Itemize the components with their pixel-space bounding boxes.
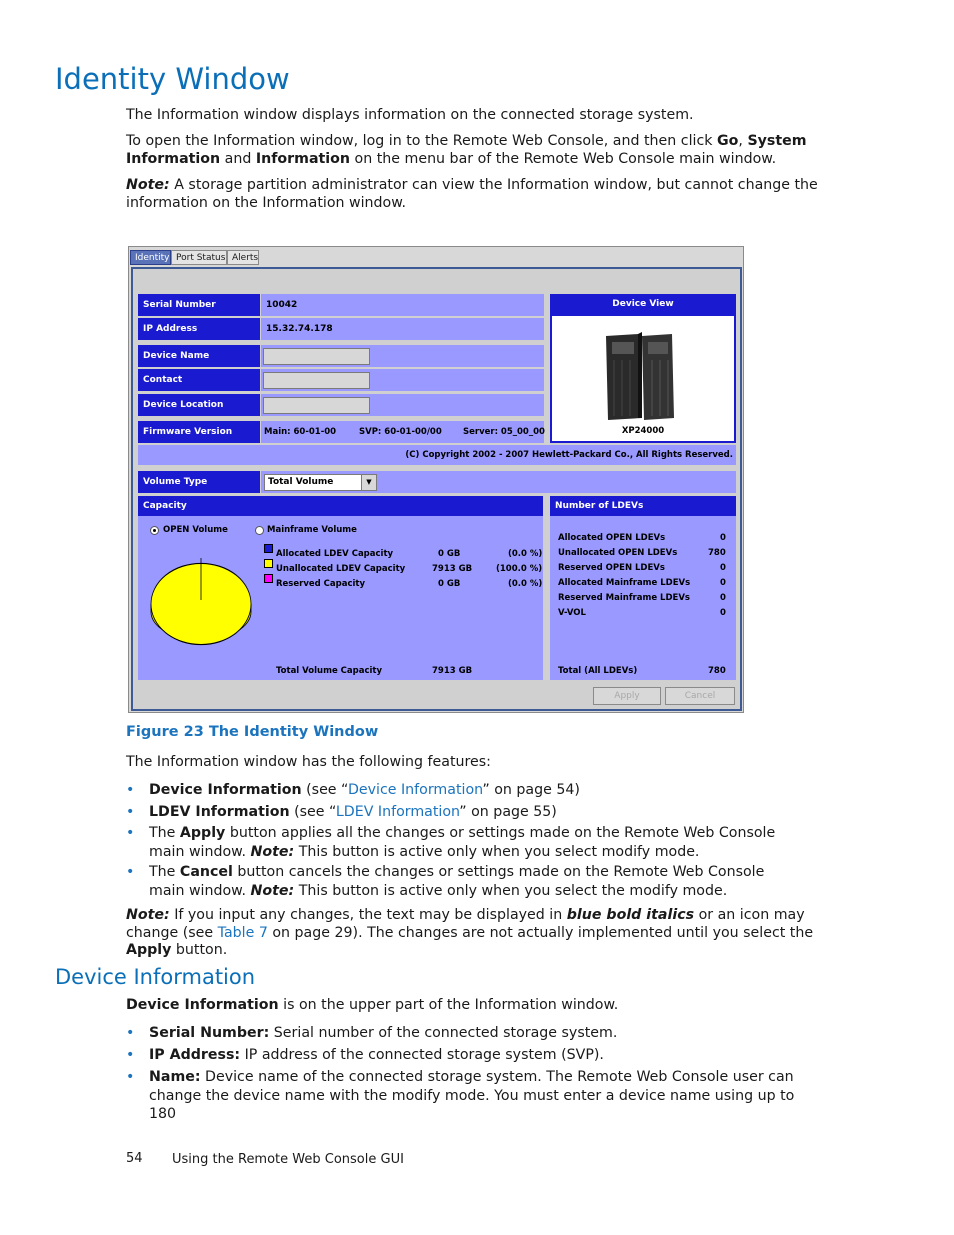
volume-type-select[interactable] (264, 474, 377, 491)
feature-post: ” on page 55) (459, 804, 557, 820)
legend-allocated-pct: (0.0 %) (508, 549, 543, 559)
tab-identity[interactable]: Identity (130, 250, 171, 265)
s2-intro-rest: is on the upper part of the Information window. (278, 997, 619, 1013)
and-text: and (220, 150, 256, 167)
apply-bullet-b: Apply (179, 825, 226, 841)
note-text: A storage partition administrator can view the Information window, but cannot change the information on the Information window. (126, 177, 818, 211)
feature-post: ” on page 54) (482, 782, 580, 798)
ldev-information-link[interactable]: LDEV Information (335, 804, 460, 820)
system-information-menu-text: System Information (126, 133, 807, 167)
s2-bullet-text: Device name of the connected storage system. The Remote Web Console user can change the device name with the modify mode. You must enter a device name using up to 180 (149, 1069, 795, 1122)
feature-bold: Device Information (149, 782, 302, 798)
list-item (126, 1068, 806, 1122)
intro-paragraph: The Information window displays information on the connected storage system. (126, 107, 694, 123)
bullet: • (126, 1047, 135, 1063)
bullet: • (126, 1069, 135, 1085)
apply-bullet-d: This button is active only when you select modify mode. (294, 843, 700, 860)
s2-bullet-bold: IP Address: (149, 1047, 241, 1063)
ldev-row-count: 0 (720, 578, 726, 588)
ldev-row-name: Reserved OPEN LDEVs (558, 563, 665, 573)
table-7-link[interactable]: Table 7 (217, 924, 268, 941)
device-information-link[interactable]: Device Information (347, 782, 483, 798)
bullet: • (126, 1025, 135, 1041)
footer-title: Using the Remote Web Console GUI (172, 1152, 404, 1167)
capacity-pie-chart (148, 554, 254, 646)
contact-row (261, 369, 544, 391)
note2-apply: Apply (126, 942, 172, 958)
cancel-bullet-a: The (149, 864, 180, 880)
ldev-row-count: 0 (720, 563, 726, 573)
total-capacity-value: 7913 GB (432, 666, 473, 676)
note-paragraph-2 (126, 907, 831, 960)
ip-address-label: IP Address (138, 318, 260, 340)
bullet: • (126, 825, 135, 841)
copyright-text: (C) Copyright 2002 - 2007 Hewlett-Packard Co., All Rights Reserved. (405, 450, 733, 460)
mainframe-volume-radio[interactable] (255, 526, 264, 535)
list-item (126, 1024, 806, 1044)
ldev-row-name: Unallocated OPEN LDEVs (558, 548, 678, 558)
volume-type-label: Volume Type (138, 471, 260, 493)
identity-window-screenshot (128, 246, 744, 713)
section-heading-device-information: Device Information (55, 965, 256, 989)
note-paragraph-1 (126, 177, 826, 212)
chevron-down-icon[interactable]: ▼ (361, 475, 376, 490)
legend-allocated-size: 0 GB (438, 549, 461, 559)
legend-allocated-swatch (264, 544, 273, 553)
legend-unallocated-name: Unallocated LDEV Capacity (276, 564, 406, 574)
device-location-label: Device Location (138, 394, 260, 416)
volume-type-row (261, 471, 736, 493)
cancel-bullet-d: This button is active only when you select the modify mode. (294, 882, 728, 899)
legend-reserved-swatch (264, 574, 273, 583)
capacity-label: Capacity (138, 496, 543, 516)
device-view-title: Device View (550, 294, 736, 314)
legend-unallocated-swatch (264, 559, 273, 568)
go-menu-text: Go (717, 133, 739, 149)
note2-b: or an icon may change (see (126, 907, 805, 941)
firmware-version-label: Firmware Version (138, 421, 260, 443)
ldev-row-count: 0 (720, 533, 726, 543)
identity-panel (131, 267, 742, 711)
note-label: Note: (126, 177, 170, 193)
mainframe-volume-label: Mainframe Volume (267, 525, 357, 535)
feature-pre: (see “ (301, 782, 348, 798)
s2-bullet-text: Serial number of the connected storage system. (269, 1025, 618, 1041)
device-name-row (261, 345, 544, 367)
list-item (126, 781, 806, 801)
ldev-row-count: 780 (708, 548, 726, 558)
note2-c: on page 29). The changes are not actually implemented until you select the (267, 924, 814, 941)
serial-number-value: 10042 (261, 294, 544, 316)
s2-bullet-text: IP address of the connected storage system (SVP). (240, 1047, 604, 1063)
feature-bold: LDEV Information (149, 804, 290, 820)
device-location-input[interactable] (263, 397, 370, 414)
bullet: • (126, 864, 135, 880)
bullet: • (126, 804, 135, 820)
ldev-total-label: Total (All LDEVs) (558, 666, 638, 676)
list-item (126, 863, 806, 901)
cancel-bullet-c: button cancels the changes or settings made on the Remote Web Console main window. (149, 864, 765, 899)
device-view-box (550, 314, 736, 443)
total-capacity-label: Total Volume Capacity (276, 666, 383, 676)
copyright-row (138, 445, 736, 465)
firmware-server: Server: 05_00_00 (463, 427, 545, 437)
note2-bbi: blue bold italics (566, 907, 695, 923)
open-instructions (126, 133, 826, 168)
ldev-title: Number of LDEVs (550, 496, 736, 516)
list-item (126, 803, 806, 823)
figure-caption: Figure 23 The Identity Window (126, 724, 379, 740)
ip-address-value: 15.32.74.178 (261, 318, 544, 340)
contact-label: Contact (138, 369, 260, 391)
note2-a: If you input any changes, the text may be displayed in (169, 907, 567, 923)
information-menu-text: Information (255, 150, 351, 167)
apply-bullet-c: button applies all the changes or settings made on the Remote Web Console main window. (149, 825, 776, 860)
section2-intro (126, 997, 826, 1015)
cancel-bullet-b: Cancel (179, 864, 233, 880)
firmware-svp: SVP: 60-01-00/00 (359, 427, 442, 437)
apply-bullet-a: The (149, 825, 180, 841)
ldev-panel (550, 516, 736, 680)
s2-bullet-bold: Serial Number: (149, 1025, 270, 1041)
ldev-total-value: 780 (708, 666, 726, 676)
bullet: • (126, 782, 135, 798)
tab-port-status[interactable]: Port Status (171, 250, 227, 265)
feature-pre: (see “ (289, 804, 336, 820)
cancel-button[interactable]: Cancel (665, 687, 735, 705)
note2-d: button. (171, 942, 228, 958)
legend-reserved-size: 0 GB (438, 579, 461, 589)
page-number: 54 (126, 1151, 143, 1166)
serial-number-label: Serial Number (138, 294, 260, 316)
device-location-row (261, 394, 544, 416)
list-item (126, 824, 806, 862)
tab-alerts[interactable]: Alerts (227, 250, 259, 265)
note-label: Note: (126, 907, 170, 923)
legend-reserved-pct: (0.0 %) (508, 579, 543, 589)
legend-reserved-name: Reserved Capacity (276, 579, 366, 589)
firmware-version-row (261, 421, 544, 443)
legend-unallocated-pct: (100.0 %) (496, 564, 543, 574)
ldev-row-name: Allocated OPEN LDEVs (558, 533, 666, 543)
open-text-rest: on the menu bar of the Remote Web Console main window. (350, 150, 777, 167)
ldev-row-name: V-VOL (558, 608, 586, 618)
open-volume-label: OPEN Volume (163, 525, 228, 535)
ldev-row-name: Allocated Mainframe LDEVs (558, 578, 691, 588)
s2-intro-bold: Device Information (126, 997, 279, 1013)
comma: , (738, 133, 748, 149)
device-model: XP24000 (621, 426, 665, 436)
page-title: Identity Window (55, 62, 290, 96)
capacity-panel (138, 516, 543, 680)
ldev-row-count: 0 (720, 608, 726, 618)
ldev-row-name: Reserved Mainframe LDEVs (558, 593, 690, 603)
open-volume-radio[interactable] (150, 526, 159, 535)
device-name-input[interactable] (263, 348, 370, 365)
contact-input[interactable] (263, 372, 370, 389)
device-name-label: Device Name (138, 345, 260, 367)
firmware-main: Main: 60-01-00 (264, 427, 337, 437)
volume-type-value: Total Volume (268, 477, 334, 487)
list-item (126, 1046, 806, 1066)
features-intro: The Information window has the following features: (126, 754, 491, 770)
apply-bullet-note: Note: (250, 843, 295, 860)
apply-button[interactable]: Apply (593, 687, 661, 705)
legend-unallocated-size: 7913 GB (432, 564, 473, 574)
s2-bullet-bold: Name: (149, 1069, 201, 1085)
cancel-bullet-note: Note: (250, 882, 295, 899)
ldev-row-count: 0 (720, 593, 726, 603)
legend-allocated-name: Allocated LDEV Capacity (276, 549, 394, 559)
storage-array-icon (602, 330, 678, 422)
open-text-a: To open the Information window, log in to the Remote Web Console, and then click (126, 133, 717, 149)
